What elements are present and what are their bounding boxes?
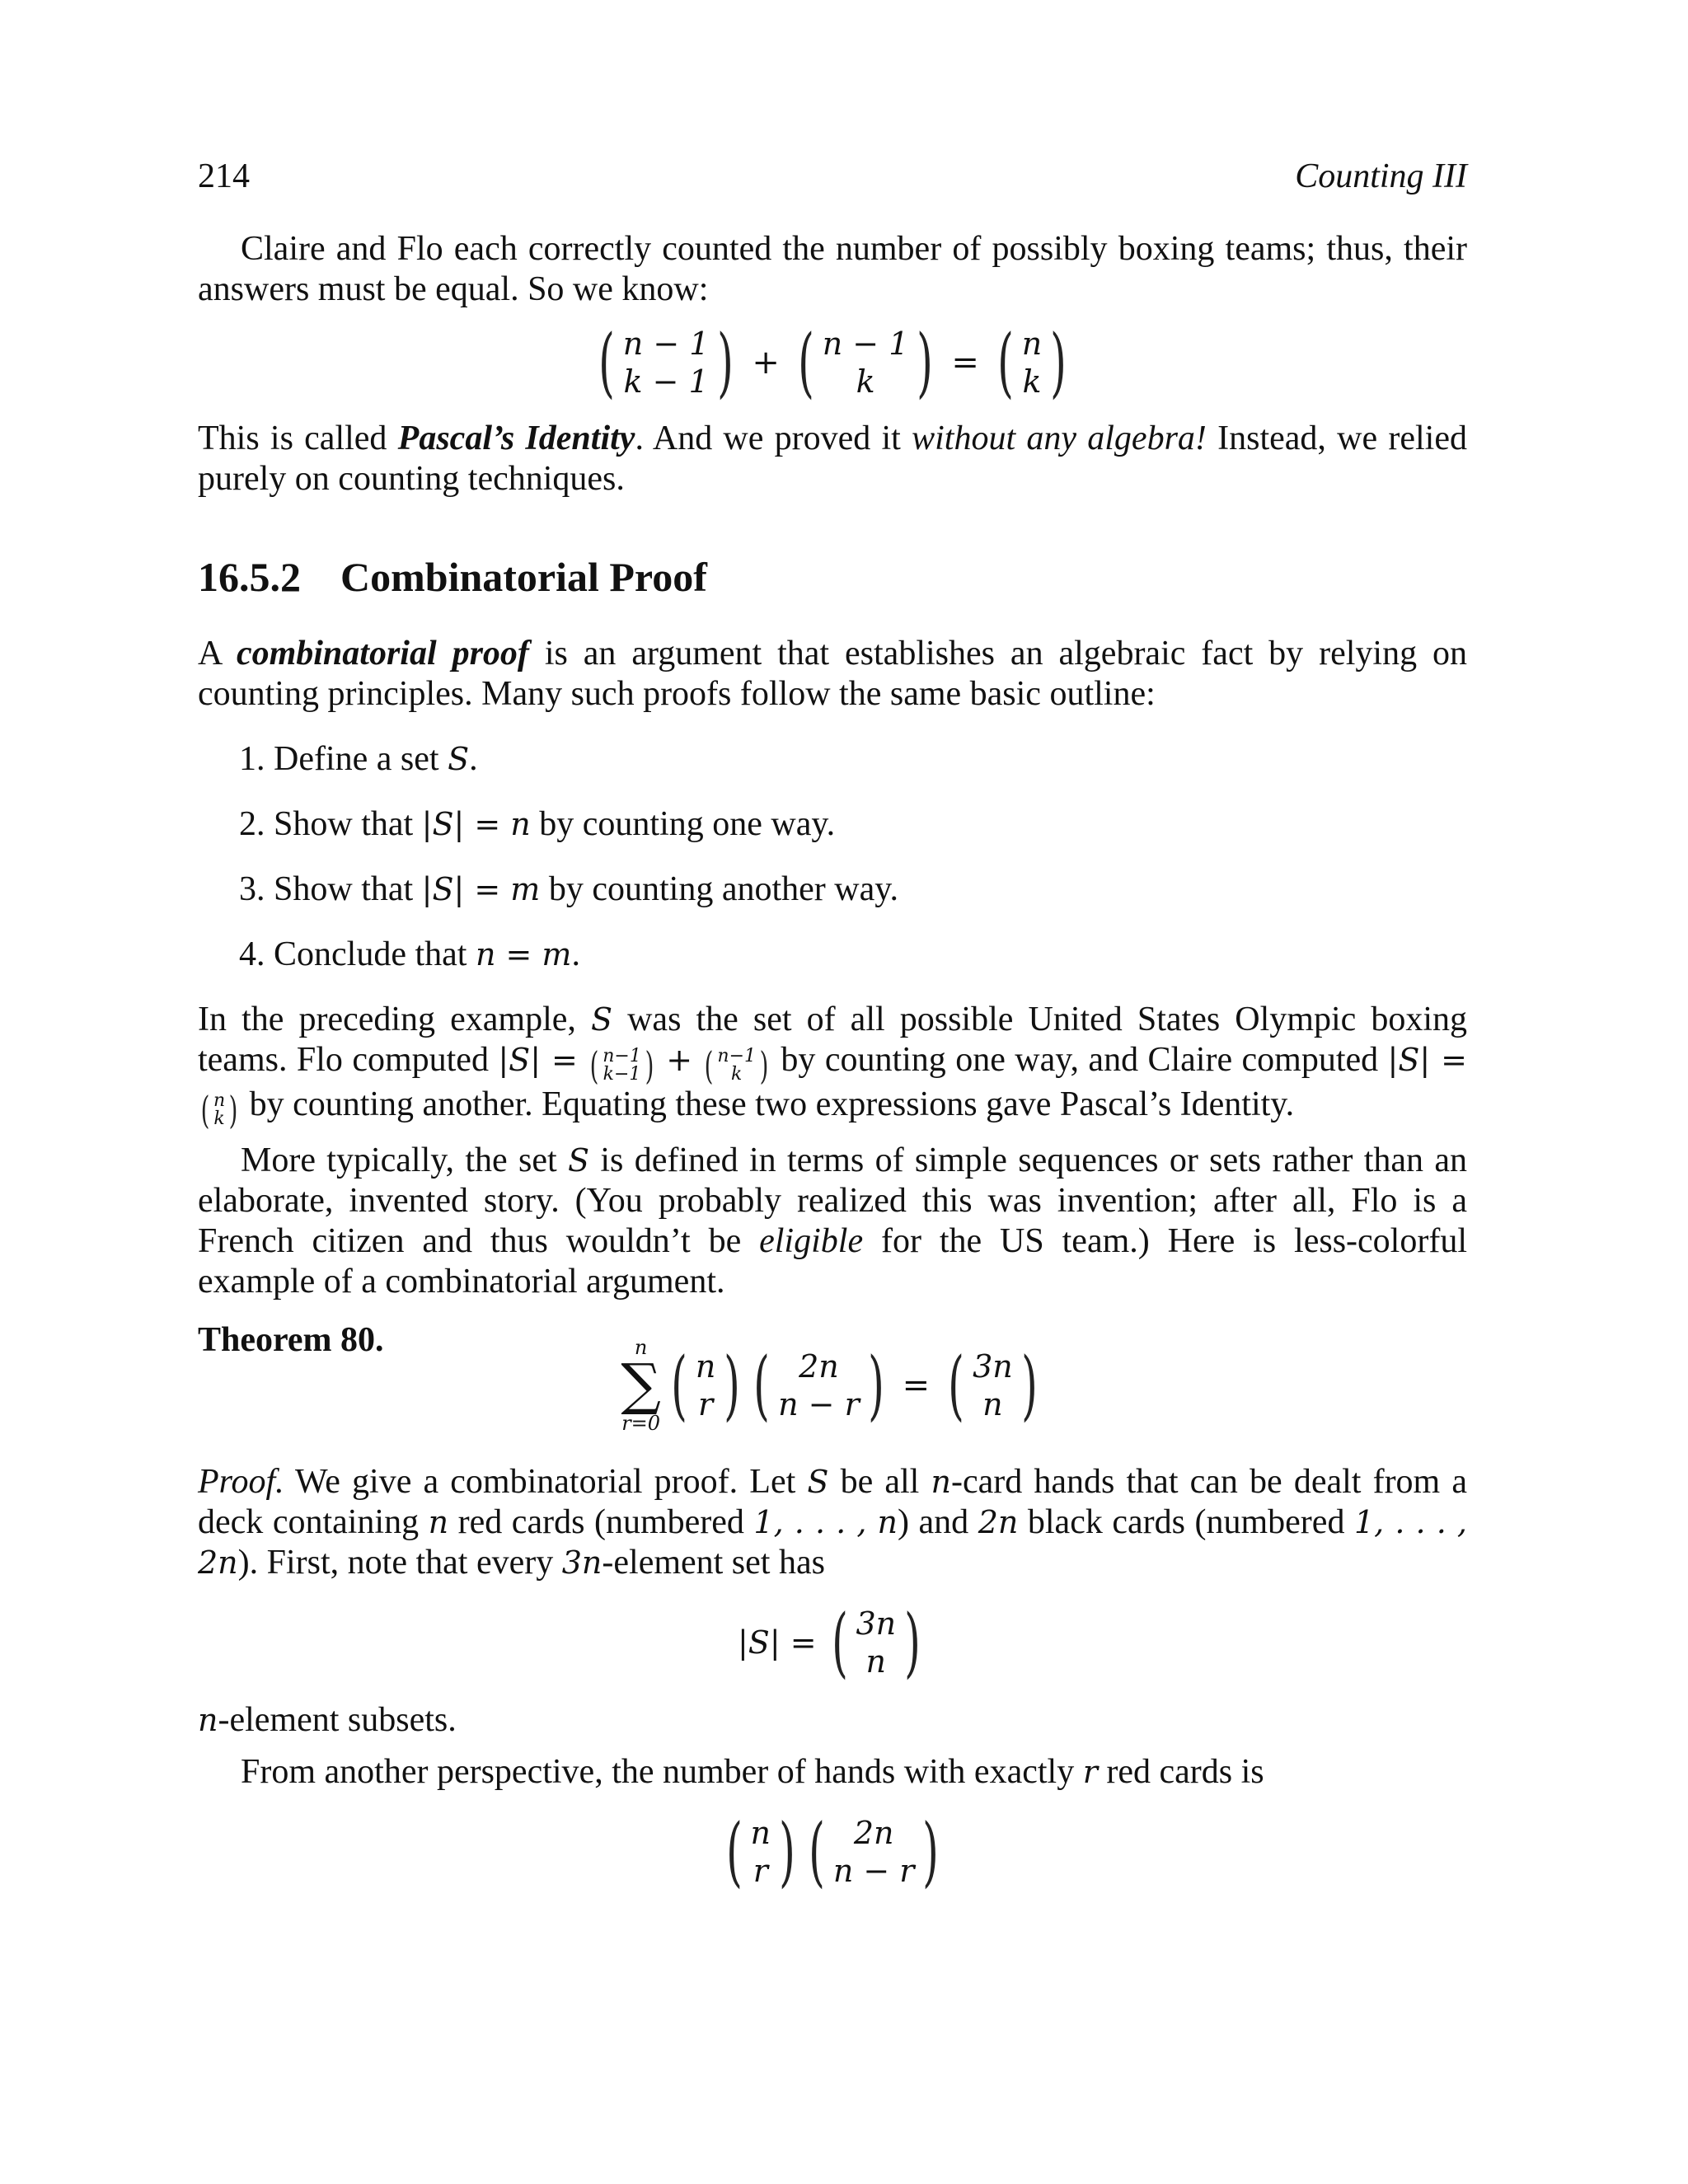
theorem-block [198, 1320, 1467, 1444]
list-item: 4. Conclude that n = m. [239, 935, 580, 973]
theorem-equation [198, 1337, 1467, 1434]
binomial: ( 3n n ) [948, 1341, 1038, 1429]
summation: n ∑ r=0 [621, 1336, 661, 1435]
binomial: ( n − 1 k − 1 ) [598, 318, 734, 406]
section-title: Combinatorial Proof [340, 554, 707, 600]
binomial: ( n − 1 k ) [797, 318, 934, 406]
binomial: ( 2n n − r ) [809, 1807, 940, 1896]
proof-outline-list [198, 739, 1467, 975]
paragraph-another-perspective: From another perspective, the number of hands with exactly r red cards is [241, 1753, 1264, 1791]
inline-binomial: ( n k ) [200, 1088, 238, 1132]
equation-pascal [198, 313, 1467, 412]
page-number: 214 [198, 157, 250, 195]
binomial: ( 2n n − r ) [753, 1341, 884, 1429]
binomial: ( 3n n ) [831, 1598, 921, 1686]
section-heading [198, 554, 1467, 600]
equation-set-size [198, 1593, 1467, 1692]
paragraph-definition: A combinatorial proof is an argument that establishes an algebraic fact by relying on counting principles. Many such proofs follow the same basic outline: [198, 635, 1467, 713]
set-size-lhs: |S| = [737, 1624, 817, 1661]
binomial: ( n r ) [725, 1807, 795, 1896]
chapter-title: Counting III [1295, 157, 1467, 195]
page [198, 157, 1467, 1901]
paragraph-proof: Proof. We give a combinatorial proof. Let S be all n-card hands that can be dealt from a deck containing n red cards (numbered 1, . . . , n) and 2n black cards (numbered 1, . . . , 2n). First, note that every 3n-element set has [198, 1463, 1468, 1582]
inline-binomial: ( n−1 k−1 ) [589, 1043, 654, 1088]
list-item: 2. Show that |S| = n by counting one way. [239, 805, 836, 843]
equals-sign: = [902, 1366, 931, 1404]
paragraph-more-typically: More typically, the set S is defined in terms of simple sequences or sets rather than an elaborate, invented story. (You probably realized this was invention; after all, Flo is a French citizen and thus wouldn’t be eligible for the US team.) Here is less-colorful example of a combinatorial argument. [198, 1141, 1467, 1301]
paragraph-subsets: n-element subsets. [198, 1701, 457, 1739]
theorem-label: Theorem 80. [198, 1321, 384, 1359]
equals-sign: = [951, 343, 979, 382]
term-pascals-identity: Pascal’s Identity [397, 419, 635, 457]
paragraph-pascal-identity: This is called Pascal’s Identity. And we proved it without any algebra! Instead, we relied purely on counting techniques. [198, 419, 1467, 498]
inline-binomial: ( n−1 k ) [705, 1043, 769, 1088]
binomial: ( n k ) [996, 318, 1067, 406]
plus-sign: + [752, 343, 780, 382]
list-item: 3. Show that |S| = m by counting another way. [239, 870, 899, 908]
paragraph-conclusion: Claire and Flo each correctly counted the number of possibly boxing teams; thus, their answers must be equal. So we know: [198, 230, 1467, 308]
paragraph-preceding-example: In the preceding example, S was the set of all possible United States Olympic boxing teams. Flo computed |S| = ( n−1 k−1 ) + ( n−1 k ) by counting one way, and Claire computed |S| = ( n k ) by counting another. Equating these two expressions gave Pascal’s Identity. [198, 1001, 1468, 1132]
section-number: 16.5.2 [198, 554, 301, 600]
proof-label: Proof. [198, 1463, 284, 1501]
binomial: ( n r ) [670, 1341, 741, 1429]
emphasis: eligible [759, 1222, 864, 1260]
emphasis: without any algebra! [912, 419, 1207, 457]
list-item: 1. Define a set S. [239, 740, 478, 778]
running-header [198, 157, 1467, 198]
equation-red-cards [198, 1802, 1467, 1901]
term-combinatorial-proof: combinatorial proof [236, 635, 529, 673]
